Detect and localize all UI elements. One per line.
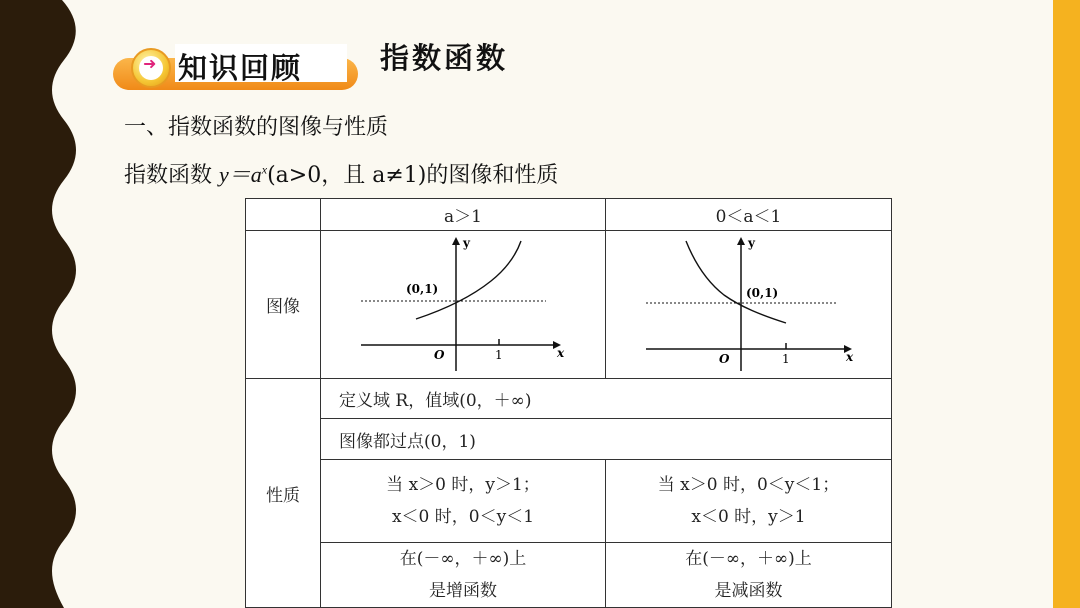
decorative-left-border: [0, 0, 90, 608]
table-corner-cell: [246, 199, 321, 231]
graph-increasing: [321, 231, 606, 379]
graph-x-label: x: [557, 346, 565, 360]
prop-monotonic-decreasing: 在(－∞，＋∞)上 是减函数: [606, 543, 892, 608]
graph-x-label: x: [846, 350, 854, 364]
graph-one-label: 1: [495, 348, 503, 362]
header-tab-title: 知识回顾: [178, 51, 303, 85]
graph-origin-label: O: [719, 352, 730, 366]
heading-exponential-function: [124, 158, 558, 189]
heading2-condition: (a>0，且 a≠1): [267, 163, 427, 188]
col-header-a-greater-1: a＞1: [321, 199, 606, 231]
graph-point-label: (0,1): [406, 282, 439, 296]
heading-graph-properties: 一、指数函数的图像与性质: [124, 115, 389, 140]
graph-decreasing: [606, 231, 892, 379]
prop-point: 图像都过点(0，1): [321, 419, 892, 460]
heading2-suffix: 的图像和性质: [426, 163, 559, 188]
row-label-props: 性质: [246, 379, 321, 608]
graph-point-label: (0,1): [746, 286, 779, 300]
heading2-formula: $y=a^x$: [219, 162, 268, 187]
graph-y-label: y: [463, 236, 470, 250]
section-title: 指数函数: [380, 41, 509, 75]
prop-domain: 定义域 R，值域(0，＋∞): [321, 379, 892, 419]
heading2-prefix: 指数函数: [124, 163, 219, 188]
decorative-right-bar: [1053, 0, 1080, 608]
graph-one-label: 1: [782, 352, 790, 366]
col-header-a-between-0-1: 0＜a＜1: [606, 199, 892, 231]
prop-monotonic-increasing: 在(－∞，＋∞)上 是增函数: [321, 543, 606, 608]
prop-values-decreasing: 当 x＞0 时，0＜y＜1； x＜0 时，y＞1: [606, 460, 892, 543]
graph-origin-label: O: [434, 348, 445, 362]
arrow-right-icon: ➜: [131, 48, 171, 88]
prop-values-increasing: 当 x＞0 时，y＞1； x＜0 时，0＜y＜1: [321, 460, 606, 543]
row-label-graph: 图像: [246, 231, 321, 379]
graph-y-label: y: [748, 236, 755, 250]
properties-table: [245, 198, 892, 608]
